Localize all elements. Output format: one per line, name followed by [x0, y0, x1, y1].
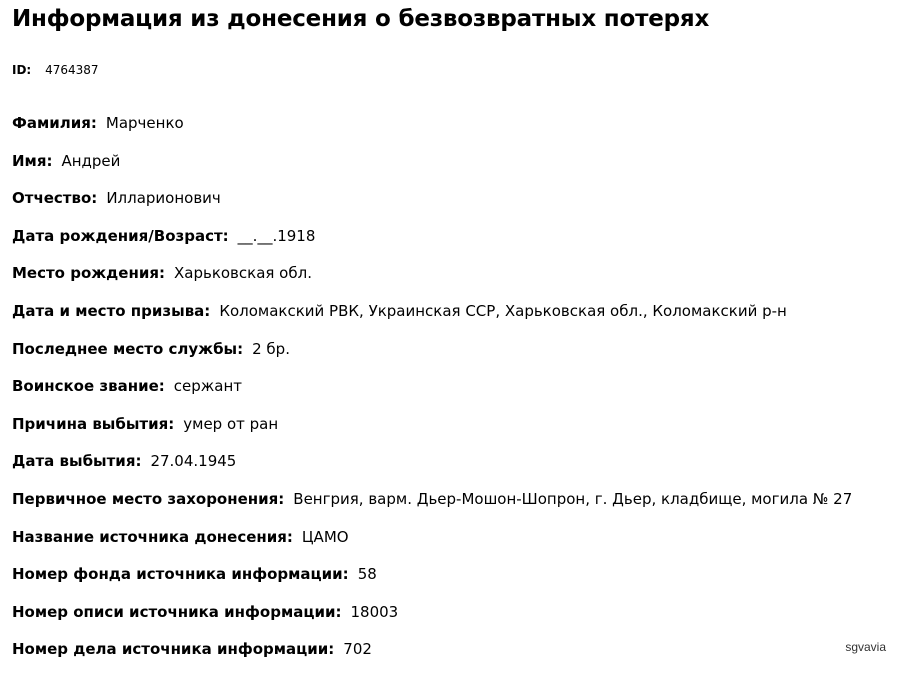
field-label: Дата и место призыва:: [12, 301, 211, 320]
field-loss-date: [12, 450, 852, 488]
field-value: Венгрия, варм. Дьер-Мошон-Шопрон, г. Дьер, кладбище, могила № 27: [293, 489, 853, 508]
field-value: Харьковская обл.: [173, 264, 312, 283]
field-birth-place: [12, 262, 852, 300]
field-value: 18003: [350, 602, 399, 621]
field-label: Дата выбытия:: [12, 452, 142, 471]
field-value: Марченко: [105, 114, 184, 132]
record-fields: [12, 112, 852, 676]
field-value: Илларионович: [106, 189, 221, 208]
field-value: сержант: [173, 377, 243, 396]
field-label: Номер фонда источника информации:: [12, 565, 349, 584]
field-inventory-number: [12, 601, 852, 639]
field-fond-number: [12, 563, 852, 601]
field-label: Номер описи источника информации:: [12, 602, 342, 621]
record-id: [12, 63, 99, 77]
field-label: Первичное место захоронения:: [12, 489, 285, 508]
field-source-name: [12, 526, 852, 564]
field-first-name: [12, 150, 852, 188]
field-label: Последнее место службы:: [12, 339, 244, 358]
field-value: 702: [343, 640, 372, 659]
field-label: Имя:: [12, 151, 53, 170]
field-label: Номер дела источника информации:: [12, 640, 335, 659]
field-value: умер от ран: [183, 414, 279, 433]
field-file-number: [12, 638, 852, 676]
record-id-value: 4764387: [45, 63, 99, 77]
field-label: Место рождения:: [12, 264, 165, 283]
field-value: 2 бр.: [252, 339, 290, 358]
field-label: Воинское звание:: [12, 377, 165, 396]
field-rank: [12, 375, 852, 413]
field-patronymic: [12, 187, 852, 225]
watermark: sgvavia: [845, 640, 886, 654]
record-id-label: ID:: [12, 63, 32, 77]
field-value: Коломакский РВК, Украинская ССР, Харьковская обл., Коломакский р-н: [219, 301, 787, 320]
field-birth-date: [12, 225, 852, 263]
field-value: 58: [357, 565, 377, 584]
field-label: Название источника донесения:: [12, 527, 293, 546]
field-value: Андрей: [61, 151, 121, 170]
field-conscription: [12, 300, 852, 338]
field-label: Отчество:: [12, 189, 98, 208]
field-reason: [12, 413, 852, 451]
field-label: Фамилия:: [12, 114, 97, 132]
field-value: __.__.1918: [237, 226, 316, 245]
page-title: Информация из донесения о безвозвратных потерях: [12, 6, 710, 32]
field-value: ЦАМО: [301, 527, 349, 546]
field-value: 27.04.1945: [150, 452, 237, 471]
field-label: Дата рождения/Возраст:: [12, 226, 229, 245]
field-surname: [12, 112, 852, 150]
field-last-service: [12, 338, 852, 376]
field-burial-place: [12, 488, 852, 526]
field-label: Причина выбытия:: [12, 414, 175, 433]
